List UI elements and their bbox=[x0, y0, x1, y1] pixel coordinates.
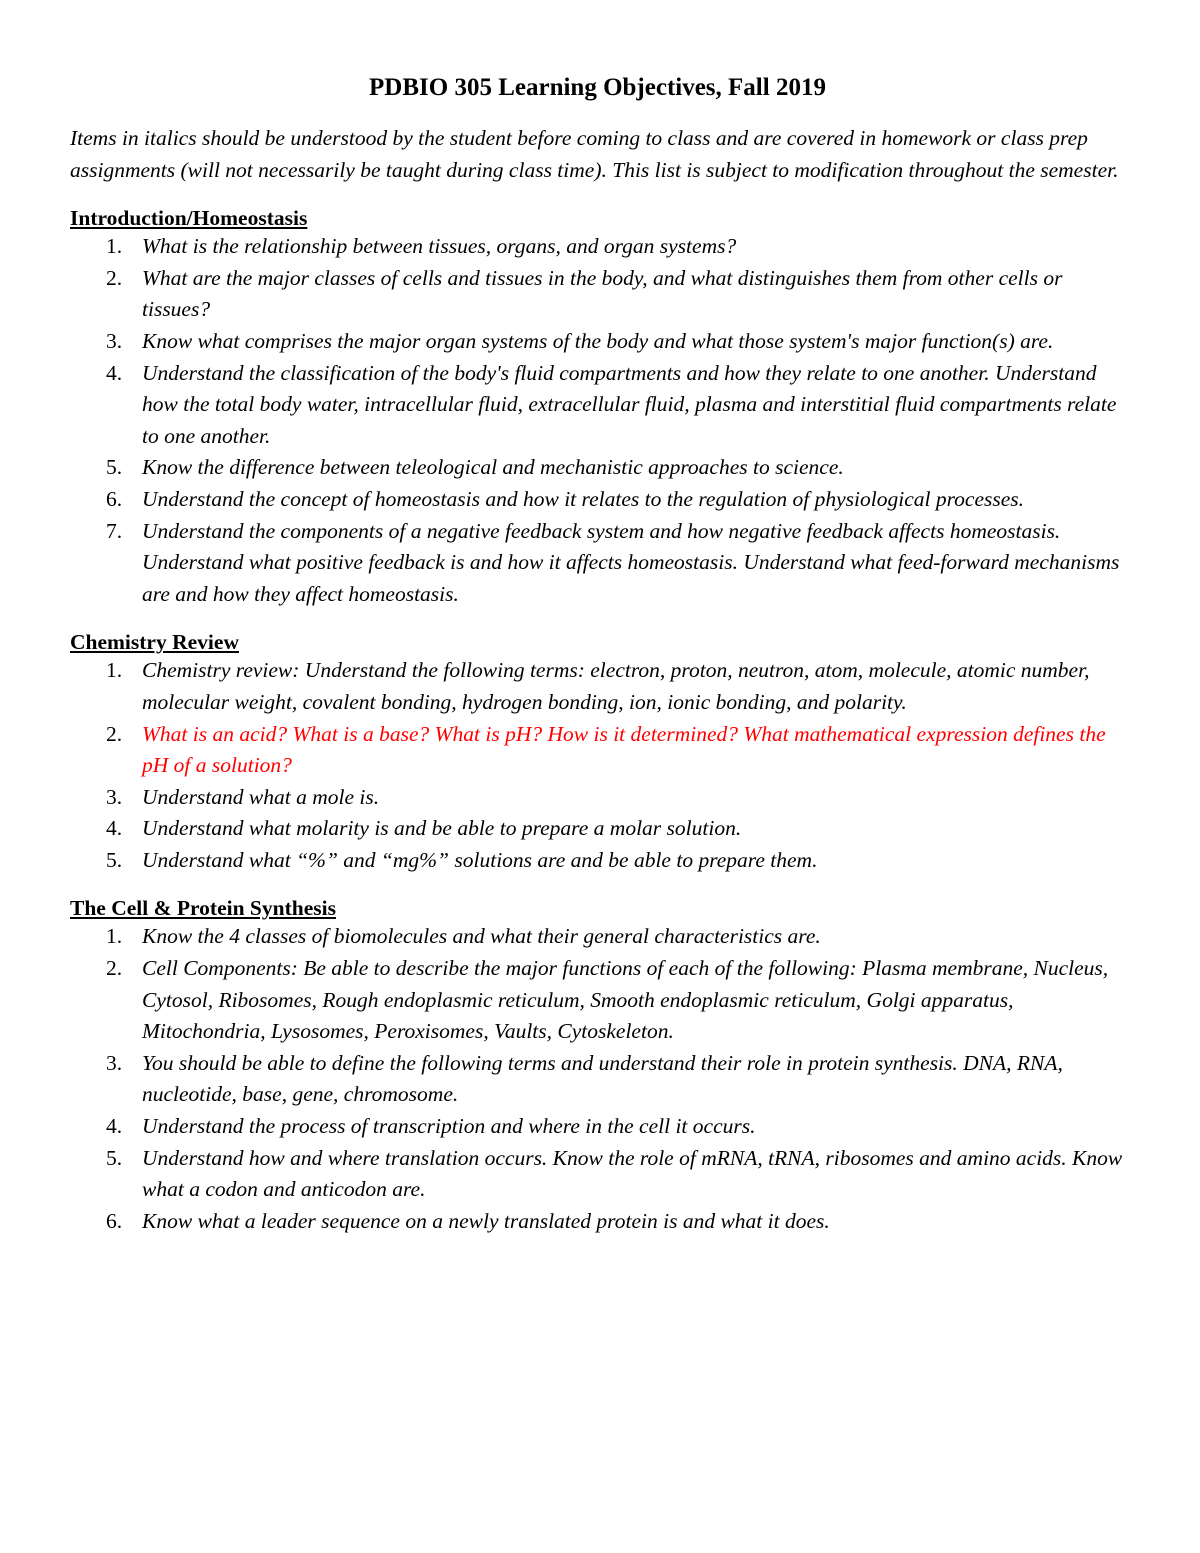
list-item bbox=[70, 263, 1125, 326]
item-text: Understand the components of a negative feedback system and how negative feedback affects homeostasis. Understand what positive feedback is and how it affects homeostasis. Understand what feed-forward mechanisms are and how they affect homeostasis. bbox=[142, 518, 1120, 606]
item-text: Understand what molarity is and be able to prepare a molar solution. bbox=[142, 816, 742, 841]
list-item bbox=[70, 326, 1125, 358]
list-item bbox=[70, 953, 1125, 1048]
item-text: Understand what a mole is. bbox=[142, 784, 380, 809]
item-number: 5. bbox=[106, 1145, 123, 1170]
item-text: What is an acid? What is a base? What is pH? How is it determined? What mathematical expression defines the pH of a solution? bbox=[142, 721, 1106, 778]
item-text: Understand the concept of homeostasis and how it relates to the regulation of physiological processes. bbox=[142, 486, 1025, 511]
item-number: 7. bbox=[106, 518, 123, 543]
item-number: 4. bbox=[106, 816, 123, 841]
item-text: Understand the process of transcription and where in the cell it occurs. bbox=[142, 1114, 756, 1139]
list-item bbox=[70, 452, 1125, 484]
item-text: Know what comprises the major organ systems of the body and what those system's major function(s) are. bbox=[142, 328, 1054, 353]
section-the-cell-protein-synthesis bbox=[70, 895, 1125, 1237]
list-item bbox=[70, 655, 1125, 718]
item-text: Understand how and where translation occurs. Know the role of mRNA, tRNA, ribosomes and amino acids. Know what a codon and anticodon are. bbox=[142, 1145, 1123, 1202]
objectives-list bbox=[70, 231, 1125, 610]
intro-paragraph: Items in italics should be understood by the student before coming to class and are covered in homework or class prep assignments (will not necessarily be taught during class time). This list is subject to modification throughout the semester. bbox=[70, 126, 1119, 182]
item-number: 3. bbox=[106, 328, 123, 353]
list-item bbox=[70, 719, 1125, 782]
item-number: 3. bbox=[106, 784, 123, 809]
list-item bbox=[70, 516, 1125, 611]
list-item bbox=[70, 921, 1125, 953]
section-heading: The Cell & Protein Synthesis bbox=[70, 896, 336, 921]
item-text: Understand what “%” and “mg%” solutions are and be able to prepare them. bbox=[142, 847, 818, 872]
item-text: Know what a leader sequence on a newly translated protein is and what it does. bbox=[142, 1208, 830, 1233]
section-chemistry-review bbox=[70, 629, 1125, 876]
item-number: 2. bbox=[106, 265, 123, 290]
item-number: 1. bbox=[106, 234, 123, 259]
item-text: What is the relationship between tissues, organs, and organ systems? bbox=[142, 234, 737, 259]
item-number: 2. bbox=[106, 721, 123, 746]
section-heading: Chemistry Review bbox=[70, 630, 239, 655]
objectives-list bbox=[70, 655, 1125, 876]
list-item bbox=[70, 782, 1125, 814]
list-item bbox=[70, 1048, 1125, 1111]
item-number: 1. bbox=[106, 924, 123, 949]
item-text: Know the difference between teleological and mechanistic approaches to science. bbox=[142, 455, 844, 480]
list-item bbox=[70, 845, 1125, 877]
item-text: Chemistry review: Understand the following terms: electron, proton, neutron, atom, molecule, atomic number, molecular weight, covalent bonding, hydrogen bonding, ion, ionic bonding, and polarity. bbox=[142, 658, 1090, 714]
item-number: 6. bbox=[106, 486, 123, 511]
item-text: Know the 4 classes of biomolecules and what their general characteristics are. bbox=[142, 924, 821, 949]
item-number: 5. bbox=[106, 455, 123, 480]
list-item bbox=[70, 231, 1125, 263]
sections-container bbox=[70, 205, 1125, 1237]
document-title: PDBIO 305 Learning Objectives, Fall 2019 bbox=[369, 74, 826, 101]
item-number: 6. bbox=[106, 1208, 123, 1233]
item-number: 1. bbox=[106, 658, 123, 683]
item-number: 4. bbox=[106, 1114, 123, 1139]
list-item bbox=[70, 1111, 1125, 1143]
item-text: Cell Components: Be able to describe the major functions of each of the following: Plasma membrane, Nucleus, Cytosol, Ribosomes, Rough endoplasmic reticulum, Smooth endoplasmic reticulum, Golgi apparatus, Mitochondria, Lysosomes, Peroxisomes, Vaults, Cytoskeleton. bbox=[142, 956, 1109, 1044]
item-text: You should be able to define the following terms and understand their role in protein synthesis. DNA, RNA, nucleotide, base, gene, chromosome. bbox=[142, 1050, 1063, 1107]
item-text: What are the major classes of cells and tissues in the body, and what distinguishes them from other cells or tissues? bbox=[142, 265, 1063, 322]
document-page bbox=[70, 70, 1125, 1237]
section-heading: Introduction/Homeostasis bbox=[70, 206, 308, 231]
list-item bbox=[70, 1143, 1125, 1206]
item-text: Understand the classification of the body's fluid compartments and how they relate to one another. Understand how the total body water, intracellular fluid, extracellular fluid, plasma and interstitial fluid compartments relate to one another. bbox=[142, 360, 1117, 448]
item-number: 3. bbox=[106, 1050, 123, 1075]
list-item bbox=[70, 358, 1125, 453]
list-item bbox=[70, 813, 1125, 845]
section-introduction-homeostasis bbox=[70, 205, 1125, 610]
item-number: 4. bbox=[106, 360, 123, 385]
list-item bbox=[70, 1206, 1125, 1238]
objectives-list bbox=[70, 921, 1125, 1237]
list-item bbox=[70, 484, 1125, 516]
item-number: 5. bbox=[106, 847, 123, 872]
item-number: 2. bbox=[106, 956, 123, 981]
